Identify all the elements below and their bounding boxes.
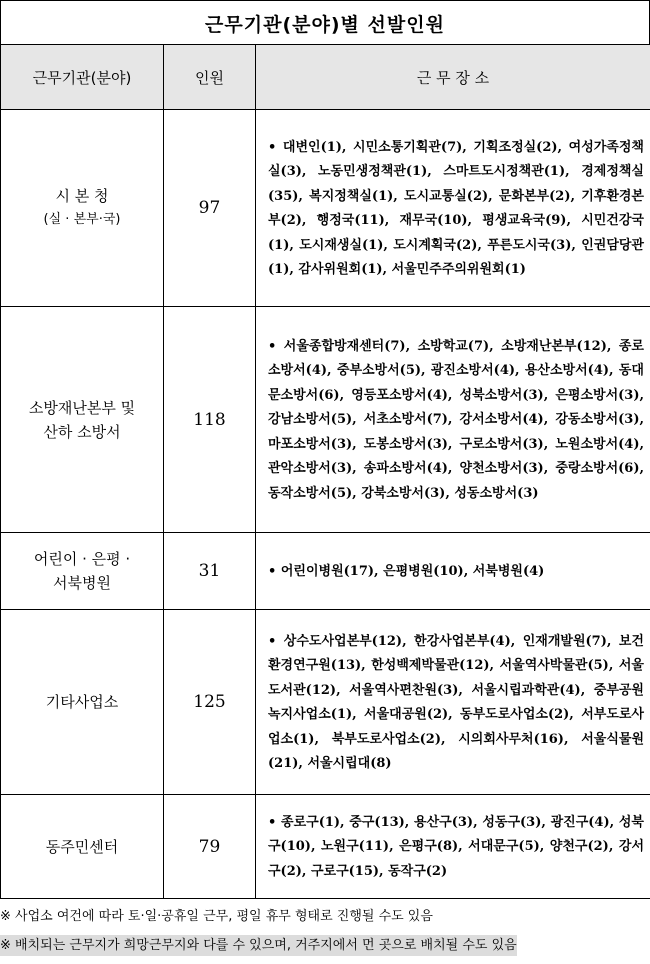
table-row bbox=[1, 307, 650, 533]
table-row bbox=[1, 110, 650, 307]
org-name: 어린이 · 은평 · bbox=[33, 550, 131, 568]
header-place: 근 무 장 소 bbox=[256, 45, 650, 110]
footnote-assignment: ※ 배치되는 근무지가 희망근무지와 다를 수 있으며, 거주지에서 먼 곳으로 배치될 수도 있음 bbox=[0, 935, 517, 956]
org-subname: 서북병원 bbox=[53, 574, 111, 592]
org-subname: (실 · 본부·국) bbox=[43, 212, 121, 227]
place-cell: • 대변인(1), 시민소통기획관(7), 기획조정실(2), 여성가족정책실(3), 노동민생정책관(1), 스마트도시정책관(1), 경제정책실(35), 복지정책실(1), 도시교통실(2), 문화본부(2), 기후환경본부(2), 행정국(11), 재무국(10), 평생교육국(9), 시민건강국(1), 도시재생실(1), 도시계획국(2), 푸른도시국(3), 인권담당관(1), 감사위원회(1), 서울민주주의위원회(1) bbox=[256, 110, 650, 307]
place-cell: • 상수도사업본부(12), 한강사업본부(4), 인재개발원(7), 보건환경연구원(13), 한성백제박물관(12), 서울역사박물관(5), 서울도서관(12), 서울역사편찬원(3), 서울시립과학관(4), 중부공원녹지사업소(1), 서울대공원(2), 동부도로사업소(2), 서부도로사업소(1), 북부도로사업소(2), 시의회사무처(16), 서울식물원(21), 서울시립대(8) bbox=[256, 610, 650, 795]
org-name: 소방재난본부 및 bbox=[28, 398, 136, 417]
header-org: 근무기관(분야) bbox=[1, 45, 164, 110]
footnote-weekend: ※ 사업소 여건에 따라 토·일·공휴일 근무, 평일 휴무 형태로 진행될 수도 있음 bbox=[0, 909, 433, 924]
table-header-row bbox=[1, 45, 650, 110]
count-cell: 118 bbox=[164, 307, 256, 533]
org-cell bbox=[1, 110, 164, 307]
org-cell bbox=[1, 795, 164, 899]
org-name: 기타사업소 bbox=[45, 693, 119, 711]
table-row bbox=[1, 533, 650, 610]
org-cell bbox=[1, 610, 164, 795]
table-row bbox=[1, 610, 650, 795]
org-cell bbox=[1, 307, 164, 533]
place-cell: • 어린이병원(17), 은평병원(10), 서북병원(4) bbox=[256, 533, 650, 610]
place-cell: • 서울종합방재센터(7), 소방학교(7), 소방재난본부(12), 종로소방서(4), 중부소방서(5), 광진소방서(4), 용산소방서(4), 동대문소방서(6), 영등포소방서(4), 성북소방서(3), 은평소방서(3), 강남소방서(5), 서초소방서(7), 강서소방서(4), 강동소방서(3), 마포소방서(3), 도봉소방서(3), 구로소방서(3), 노원소방서(4), 관악소방서(3), 송파소방서(4), 양천소방서(3), 중랑소방서(6), 동작소방서(5), 강북소방서(3), 성동소방서(3) bbox=[256, 307, 650, 533]
header-count: 인원 bbox=[164, 45, 256, 110]
selection-table bbox=[0, 44, 650, 899]
count-cell: 79 bbox=[164, 795, 256, 899]
count-cell: 31 bbox=[164, 533, 256, 610]
org-cell bbox=[1, 533, 164, 610]
org-name: 시 본 청 bbox=[55, 187, 109, 205]
org-name: 동주민센터 bbox=[45, 837, 119, 856]
place-cell: • 종로구(1), 중구(13), 용산구(3), 성동구(3), 광진구(4), 성북구(10), 노원구(11), 은평구(8), 서대문구(5), 양천구(2), 강서구(2), 구로구(15), 동작구(2) bbox=[256, 795, 650, 899]
table-row bbox=[1, 795, 650, 899]
count-cell: 97 bbox=[164, 110, 256, 307]
count-cell: 125 bbox=[164, 610, 256, 795]
org-subname: 산하 소방서 bbox=[43, 422, 121, 441]
page-title: 근무기관(분야)별 선발인원 bbox=[0, 0, 650, 45]
